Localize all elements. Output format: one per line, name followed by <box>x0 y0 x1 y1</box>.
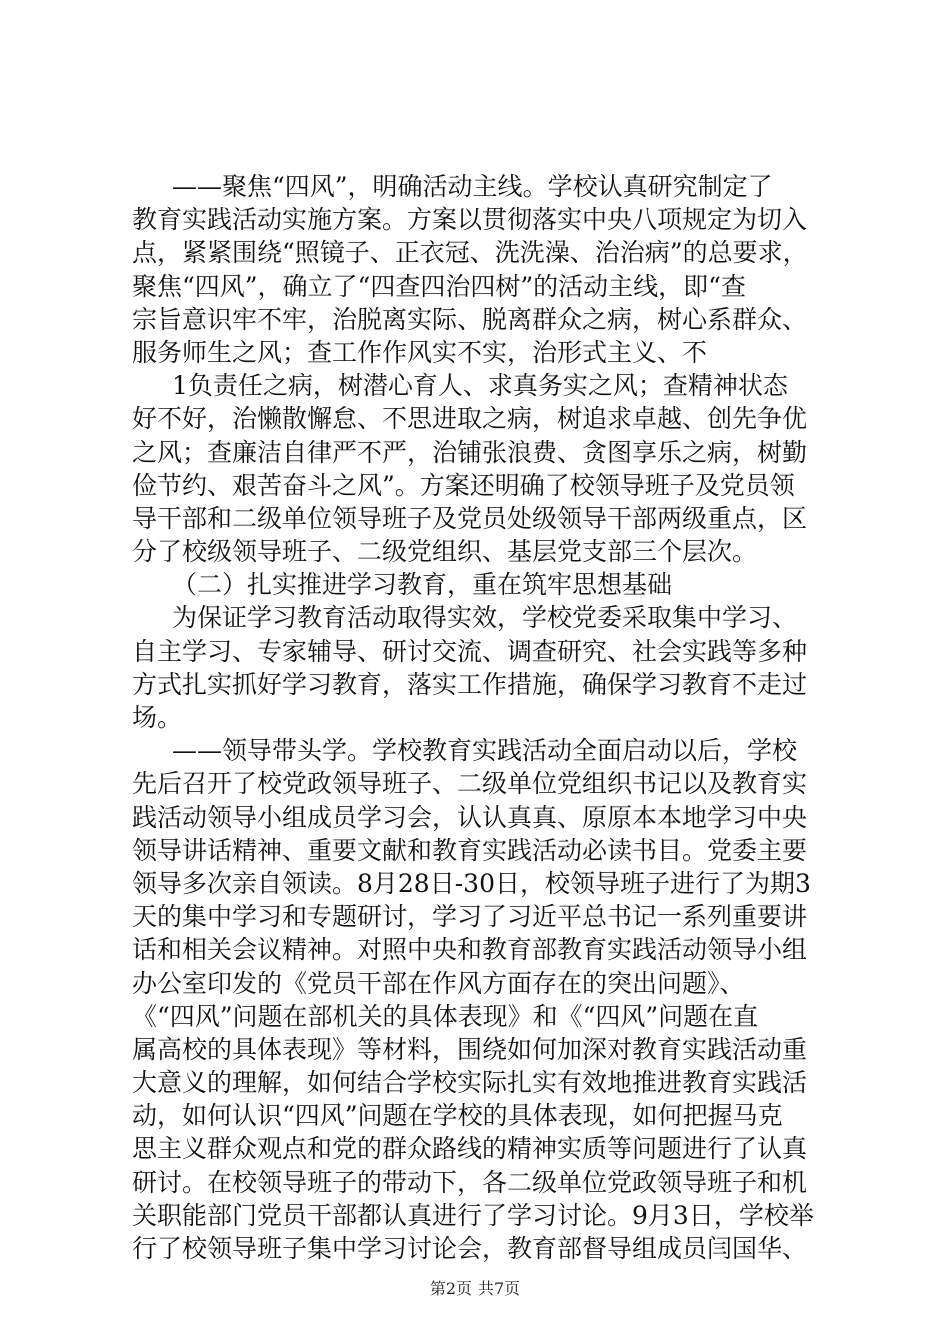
text-line: 领导多次亲自领读。8月28日-30日，校领导班子进行了为期3 <box>132 868 811 898</box>
text-line: 践活动领导小组成员学习会，认认真真、原原本本地学习中央 <box>132 802 808 832</box>
text-line: 之风；查廉洁自律严不严，治铺张浪费、贪图享乐之病，树勤 <box>132 437 808 467</box>
text-line: 服务师生之风；查工作作风实不实，治形式主义、不 <box>132 337 708 367</box>
text-line: 聚焦“四风”，确立了“四查四治四树”的活动主线，即“查 <box>132 271 746 301</box>
text-line: 俭节约、艰苦奋斗之风”。方案还明确了校领导班子及党员领 <box>132 470 795 500</box>
text-line: 思主义群众观点和党的群众路线的精神实质等问题进行了认真 <box>132 1134 808 1164</box>
text-line: 天的集中学习和专题研讨，学习了习近平总书记一系列重要讲 <box>132 902 808 932</box>
text-line: 自主学习、专家辅导、研讨交流、调查研究、社会实践等多种 <box>132 636 808 666</box>
text-line: 为保证学习教育活动取得实效，学校党委采取集中学习、 <box>172 603 798 633</box>
section-heading: （二）扎实推进学习教育，重在筑牢思想基础 <box>172 570 673 600</box>
page-footer <box>0 1276 950 1299</box>
text-line: 大意义的理解，如何结合学校实际扎实有效地推进教育实践活 <box>132 1068 808 1098</box>
text-line: 教育实践活动实施方案。方案以贯彻落实中央八项规定为切入 <box>132 205 808 235</box>
text-line: ——聚焦“四风”，明确活动主线。学校认真研究制定了 <box>172 172 773 201</box>
text-line: 关职能部门党员干部都认真进行了学习讨论。9月3日，学校举 <box>132 1200 814 1230</box>
text-line: 话和相关会议精神。对照中央和教育部教育实践活动领导小组 <box>132 935 808 965</box>
text-line: 先后召开了校党政领导班子、二级单位党组织书记以及教育实 <box>132 769 808 799</box>
text-line: 场。 <box>132 703 183 732</box>
text-line: 办公室印发的《党员干部在作风方面存在的突出问题》、 <box>132 968 745 998</box>
text-line: 动，如何认识“四风”问题在学校的具体表现，如何把握马克 <box>132 1101 783 1131</box>
text-line: 《“四风”问题在部机关的具体表现》和《“四风”问题在直 <box>132 1001 759 1031</box>
text-line: 分了校级领导班子、二级党组织、基层党支部三个层次。 <box>132 537 758 567</box>
text-line: 属高校的具体表现》等材料，围绕如何加深对教育实践活动重 <box>132 1034 808 1064</box>
text-line: 导干部和二级单位领导班子及党员处级领导干部两级重点，区 <box>132 503 808 533</box>
text-line: 方式扎实抓好学习教育，落实工作措施，确保学习教育不走过 <box>132 669 808 699</box>
text-line: 点，紧紧围绕“照镜子、正衣冠、洗洗澡、治治病”的总要求， <box>132 238 808 268</box>
text-line: 研讨。在校领导班子的带动下，各二级单位党政领导班子和机 <box>132 1167 808 1197</box>
text-line: 好不好，治懒散懈怠、不思进取之病，树追求卓越、创先争优 <box>132 404 808 434</box>
text-line: 领导讲话精神、重要文献和教育实践活动必读书目。党委主要 <box>132 835 808 865</box>
page-total: 共7页 <box>478 1279 521 1298</box>
text-line: 1负责任之病，树潜心育人、求真务实之风；查精神状态 <box>172 371 788 401</box>
page-number: 第2页 <box>429 1279 472 1298</box>
text-line: 宗旨意识牢不牢，治脱离实际、脱离群众之病，树心系群众、 <box>132 304 808 334</box>
text-line: ——领导带头学。学校教育实践活动全面启动以后，学校 <box>172 736 798 766</box>
document-body <box>132 170 832 1265</box>
text-line: 行了校领导班子集中学习讨论会，教育部督导组成员闫国华、 <box>132 1234 808 1263</box>
